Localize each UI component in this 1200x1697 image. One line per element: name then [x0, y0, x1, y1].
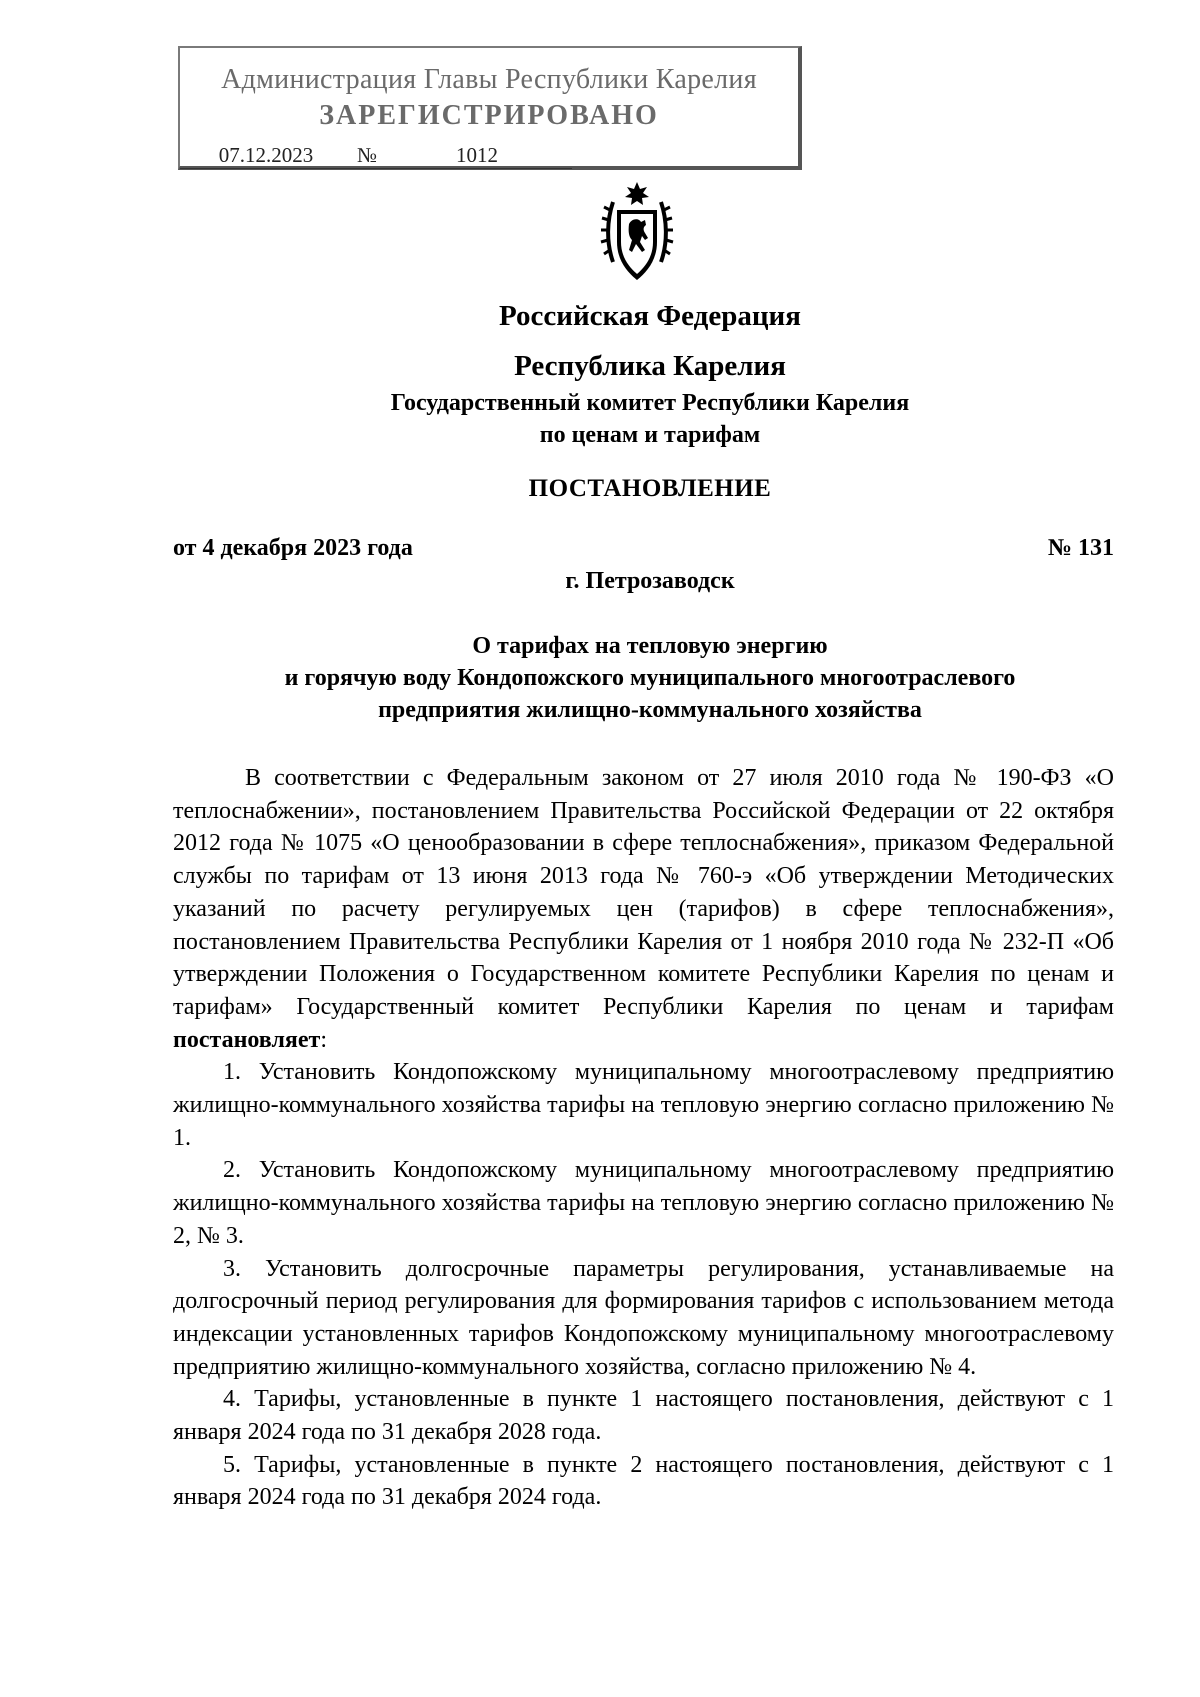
- committee-heading-line2: по ценам и тарифам: [539, 422, 761, 448]
- item-paragraph: 4. Тарифы, установленные в пункте 1 настоящего постановления, действуют с 1 января 2024 года по 31 декабря 2028 года.: [173, 1386, 1114, 1446]
- stamp-status: ЗАРЕГИСТРИРОВАНО: [319, 100, 659, 131]
- item-paragraph: 2. Установить Кондопожскому муниципальному многоотраслевому предприятию жилищно-коммунального хозяйства тарифы на тепловую энергию согласно приложению № 2, № 3.: [173, 1157, 1114, 1249]
- republic-heading: Республика Карелия: [514, 350, 786, 382]
- document-title-line1: О тарифах на тепловую энергию: [472, 633, 828, 659]
- item-paragraph: 1. Установить Кондопожскому муниципальному многоотраслевому предприятию жилищно-коммунального хозяйства тарифы на тепловую энергию согласно приложению № 1.: [173, 1059, 1114, 1151]
- preamble-text: В соответствии с Федеральным законом от 27 июля 2010 года № 190-ФЗ «О теплоснабжении», постановлением Правительства Российской Федерации от 22 октября 2012 года № 1075 «О ценообразовании в сфере теплоснабжения», приказом Федеральной службы по тарифам от 13 июня 2013 года № 760-э «Об утверждении Методических указаний по расчету регулируемых цен (тарифов) в сфере теплоснабжения», постановлением Правительства Республики Карелия от 1 ноября 2010 года № 232-П «Об утверждении Положения о Государственном комитете Республики Карелия по ценам и тарифам» Государственный комитет Республики Карелия по ценам и тарифам: [173, 765, 1114, 1020]
- document-city: г. Петрозаводск: [565, 568, 735, 594]
- document-number: № 131: [1047, 535, 1114, 561]
- stamp-number: 1012: [382, 143, 572, 169]
- country-heading: Российская Федерация: [499, 300, 801, 332]
- stamp-number-sign: №: [352, 143, 382, 169]
- registration-stamp: [178, 46, 802, 170]
- preamble-paragraph: [173, 762, 1114, 1056]
- document-type: ПОСТАНОВЛЕНИЕ: [528, 475, 772, 502]
- item-paragraph: 3. Установить долгосрочные параметры регулирования, устанавливаемые на долгосрочный период регулирования для формирования тарифов с использованием метода индексации установленных тарифов Кондопожскому муниципальному многоотраслевому предприятию жилищно-коммунального хозяйства, согласно приложению № 4.: [173, 1255, 1114, 1380]
- document-body: [173, 762, 1114, 1514]
- committee-heading-line1: Государственный комитет Республики Карелия: [390, 390, 910, 416]
- document-title-line3: предприятия жилищно-коммунального хозяйства: [378, 697, 922, 723]
- document-title-line2: и горячую воду Кондопожского муниципального многоотраслевого: [284, 665, 1016, 691]
- stamp-registration-line: [180, 143, 572, 169]
- resolves-suffix: :: [320, 1026, 327, 1053]
- item-paragraph: 5. Тарифы, установленные в пункте 2 настоящего постановления, действуют с 1 января 2024 года по 31 декабря 2024 года.: [173, 1451, 1114, 1511]
- stamp-organization: Администрация Главы Республики Карелия: [221, 64, 757, 95]
- resolves-word: постановляет: [173, 1026, 321, 1053]
- stamp-date: 07.12.2023: [180, 143, 352, 169]
- document-date: от 4 декабря 2023 года: [173, 535, 413, 561]
- karelia-coat-of-arms-icon: [599, 180, 675, 286]
